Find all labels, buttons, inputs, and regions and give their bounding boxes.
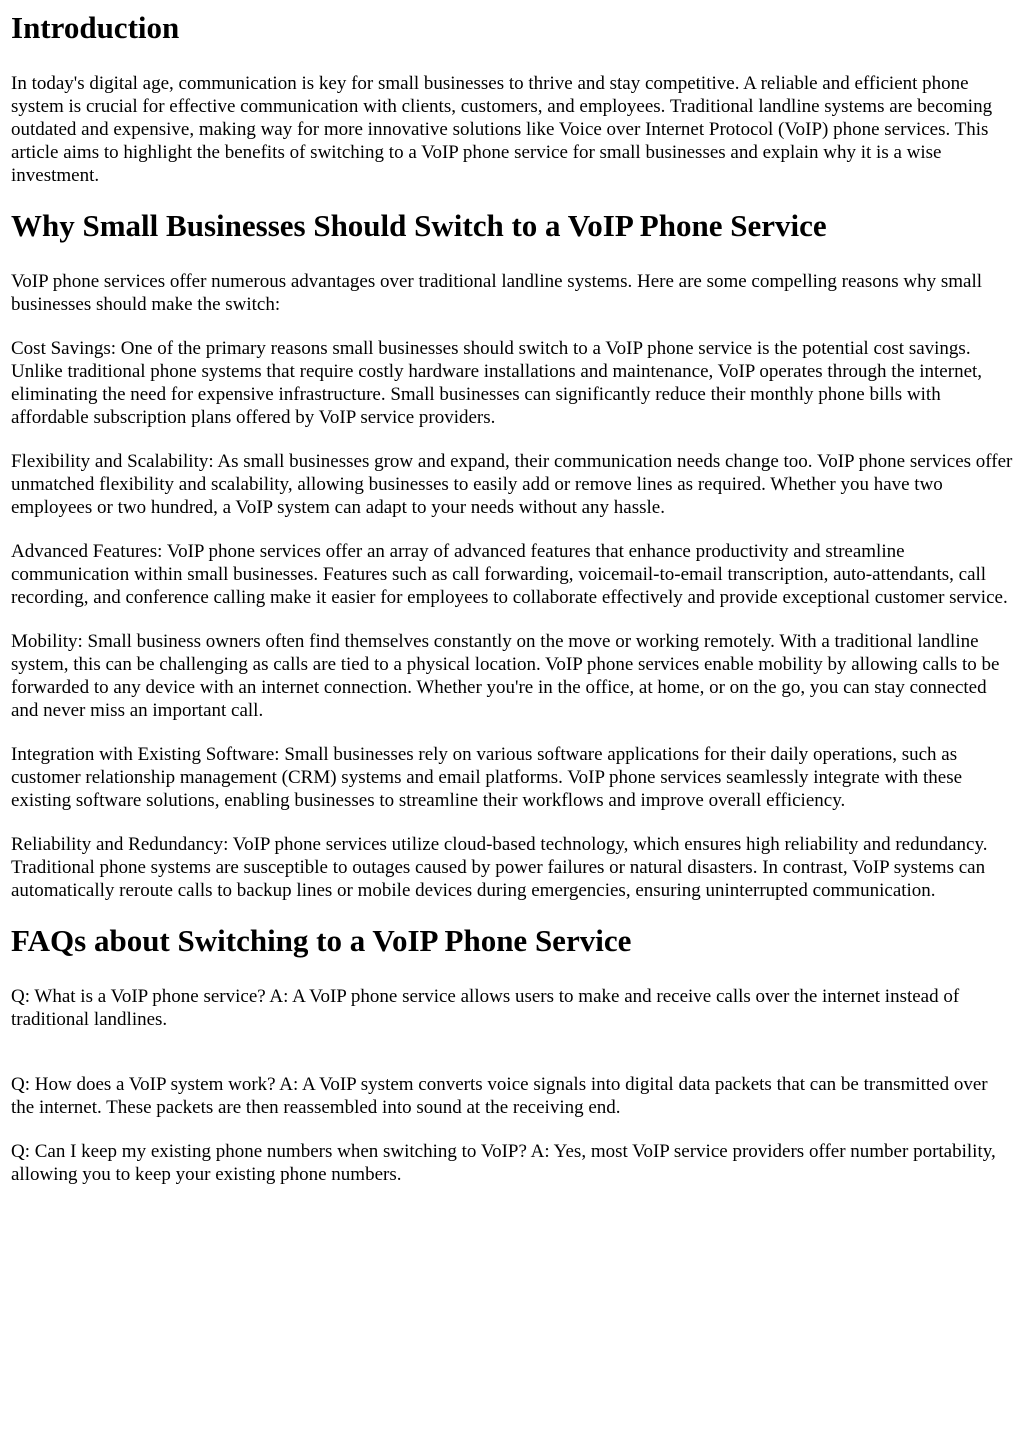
integration-paragraph: Integration with Existing Software: Small businesses rely on various software applications for their daily operations, such as customer relationship management (CRM) systems and email platforms. VoIP phone services seamlessly integrate with these existing software solutions, enabling businesses to streamline their workflows and improve overall efficiency.	[11, 744, 963, 811]
faq-item: Q: How does a VoIP system work? A: A VoIP system converts voice signals into digital data packets that can be transmitted over the internet. These packets are then reassembled into sound at the receiving end.	[11, 1074, 988, 1118]
faq-item: Q: What is a VoIP phone service? A: A VoIP phone service allows users to make and receive calls over the internet instead of traditional landlines.	[11, 986, 960, 1030]
faq-spacer	[11, 1052, 1013, 1073]
heading-faqs: FAQs about Switching to a VoIP Phone Service	[11, 923, 632, 958]
why-intro-paragraph: VoIP phone services offer numerous advantages over traditional landline systems. Here are some compelling reasons why small businesses should make the switch:	[11, 271, 983, 315]
heading-why-switch: Why Small Businesses Should Switch to a VoIP Phone Service	[11, 208, 827, 243]
mobility-paragraph: Mobility: Small business owners often find themselves constantly on the move or working remotely. With a traditional landline system, this can be challenging as calls are tied to a physical location. VoIP phone services enable mobility by allowing calls to be forwarded to any device with an internet connection. Whether you're in the office, at home, or on the go, you can stay connected and never miss an important call.	[11, 631, 1000, 721]
reliability-paragraph: Reliability and Redundancy: VoIP phone services utilize cloud-based technology, which ensures high reliability and redundancy. Traditional phone systems are susceptible to outages caused by power failures or natural disasters. In contrast, VoIP systems can automatically reroute calls to backup lines or mobile devices during emergencies, ensuring uninterrupted communication.	[11, 834, 988, 901]
faq-item: Q: Can I keep my existing phone numbers when switching to VoIP? A: Yes, most VoIP service providers offer number portability, allowing you to keep your existing phone numbers.	[11, 1141, 996, 1185]
advanced-features-paragraph: Advanced Features: VoIP phone services offer an array of advanced features that enhance productivity and streamline communication within small businesses. Features such as call forwarding, voicemail-to-email transcription, auto-attendants, call recording, and conference calling make it easier for employees to collaborate effectively and provide exceptional customer service.	[11, 541, 1008, 608]
intro-paragraph: In today's digital age, communication is key for small businesses to thrive and stay competitive. A reliable and efficient phone system is crucial for effective communication with clients, customers, and employees. Traditional landline systems are becoming outdated and expensive, making way for more innovative solutions like Voice over Internet Protocol (VoIP) phone services. This article aims to highlight the benefits of switching to a VoIP phone service for small businesses and explain why it is a wise investment.	[11, 73, 993, 186]
heading-introduction: Introduction	[11, 10, 180, 45]
flexibility-paragraph: Flexibility and Scalability: As small businesses grow and expand, their communication needs change too. VoIP phone services offer unmatched flexibility and scalability, allowing businesses to easily add or remove lines as required. Whether you have two employees or two hundred, a VoIP system can adapt to your needs without any hassle.	[11, 451, 1013, 518]
cost-savings-paragraph: Cost Savings: One of the primary reasons small businesses should switch to a VoIP phone service is the potential cost savings. Unlike traditional phone systems that require costly hardware installations and maintenance, VoIP operates through the internet, eliminating the need for expensive infrastructure. Small businesses can significantly reduce their monthly phone bills with affordable subscription plans offered by VoIP service providers.	[11, 338, 983, 428]
